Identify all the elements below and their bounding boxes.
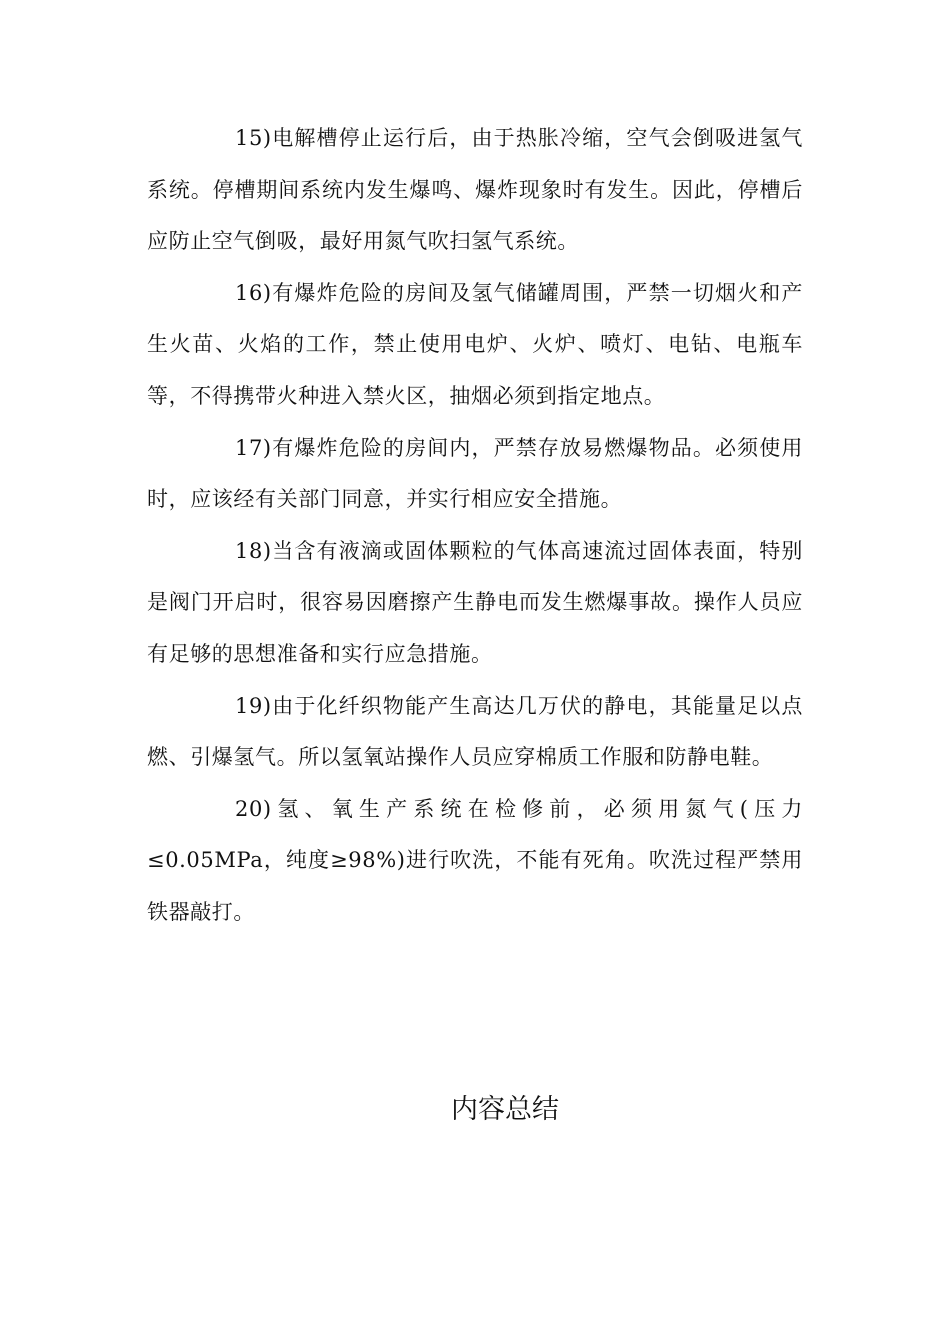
paragraph-16: 16)有爆炸危险的房间及氢气储罐周围，严禁一切烟火和产生火苗、火焰的工作，禁止使用电炉、火炉、喷灯、电钻、电瓶车等，不得携带火种进入禁火区，抽烟必须到指定地点。	[147, 280, 803, 408]
paragraph-19: 19)由于化纤织物能产生高达几万伏的静电，其能量足以点燃、引爆氢气。所以氢氧站操作人员应穿棉质工作服和防静电鞋。	[147, 693, 803, 770]
paragraph-18: 18)当含有液滴或固体颗粒的气体高速流过固体表面，特别是阀门开启时，很容易因磨擦产生静电而发生燃爆事故。操作人员应有足够的思想准备和实行应急措施。	[147, 538, 803, 666]
document-body	[147, 113, 803, 939]
paragraph-15: 15)电解槽停止运行后，由于热胀冷缩，空气会倒吸进氢气系统。停槽期间系统内发生爆鸣、爆炸现象时有发生。因此，停槽后应防止空气倒吸，最好用氮气吹扫氢气系统。	[147, 126, 803, 254]
paragraph-17: 17)有爆炸危险的房间内，严禁存放易燃爆物品。必须使用时，应该经有关部门同意，并实行相应安全措施。	[147, 435, 803, 512]
summary-heading: 内容总结	[451, 1094, 559, 1125]
paragraph-20: 20)氢、氧生产系统在检修前，必须用氮气(压力≤0.05MPa，纯度≥98%)进行吹洗，不能有死角。吹洗过程严禁用铁器敲打。	[147, 796, 803, 924]
